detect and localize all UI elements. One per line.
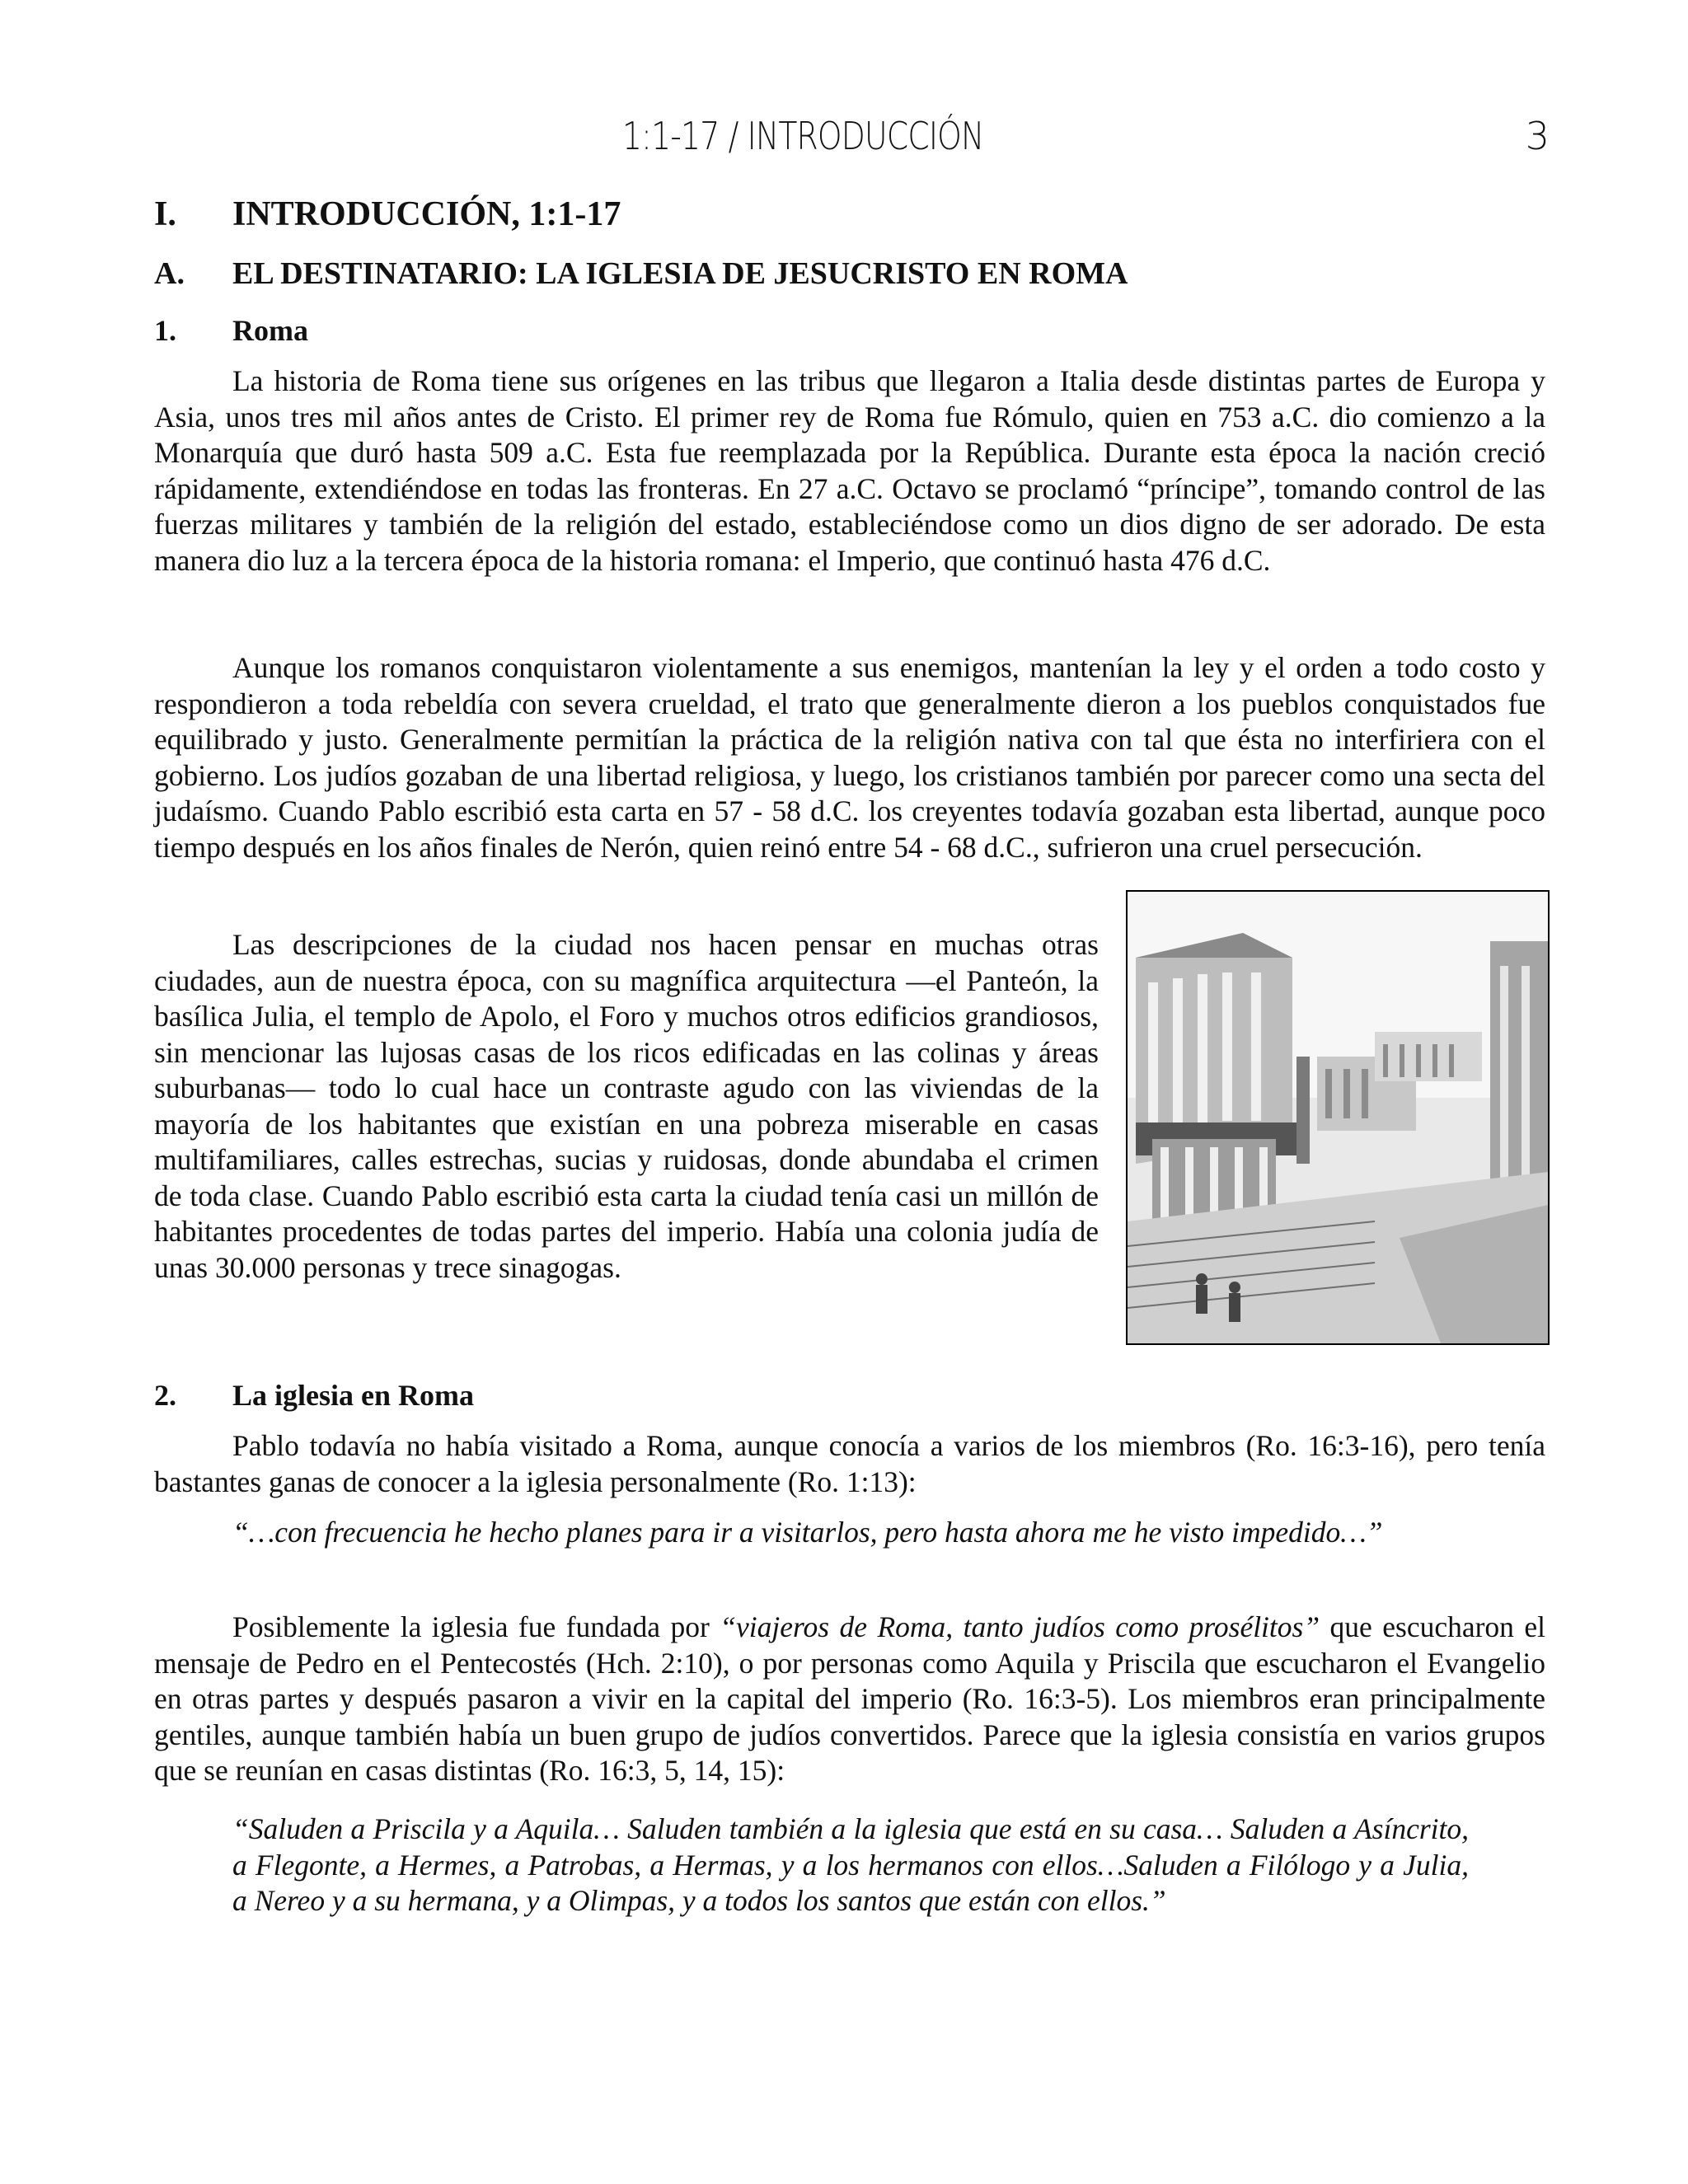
- section-heading: [154, 194, 621, 234]
- part1-number: 1.: [154, 314, 176, 347]
- paragraph-roma-history: La historia de Roma tiene sus orígenes en las tribus que llegaron a Italia desde distintas partes de Europa y Asia, unos tres mil años antes de Cristo. El primer rey de Roma fue Rómulo, quien en 753 a.C. dio comienzo a la Monarquía que duró hasta 509 a.C. Esta fue reemplazada por la República. Durante esta época la nación creció rápidamente, extendiéndose en todas las fronteras. En 27 a.C. Octavo se proclamó “príncipe”, tomando control de las fuerzas militares y también de la religión del estado, estableciéndose como un dios digno de ser adorado. De esta manera dio luz a la tercera época de la historia romana: el Imperio, que continuó hasta 476 d.C.: [154, 364, 1545, 577]
- paragraph-roman-rule: Aunque los romanos conquistaron violentamente a sus enemigos, mantenían la ley y el orden a todo costo y respondieron a toda rebeldía con severa crueldad, el trato que generalmente dieron a los pueblos conquistados fue equilibrado y justo. Generalmente permitían la práctica de la religión nativa con tal que ésta no interfiriera con el gobierno. Los judíos gozaban de una libertad religiosa, y luego, los cristianos también por parecer como una secta del judaísmo. Cuando Pablo escribió esta carta en 57 - 58 d.C. los creyentes todavía gozaban esta libertad, aunque poco tiempo después en los años finales de Nerón, quien reinó entre 54 - 68 d.C., sufrieron una cruel persecución.: [154, 651, 1545, 864]
- quote-romans-16: “Saluden a Priscila y a Aquila… Saluden también a la iglesia que está en su casa… Saluden a Asíncrito, a Flegonte, a Hermes, a Patrobas, a Hermas, y a los hermanos con ellos…Saluden a Filólogo y a Julia, a Nereo y a su hermana, y a Olimpas, y a todos los santos que están con ellos.”: [232, 1812, 1469, 1917]
- subsection-heading: [154, 255, 1128, 292]
- subsection-title: EL DESTINATARIO: LA IGLESIA DE JESUCRISTO EN ROMA: [232, 256, 1128, 291]
- part1-title: Roma: [232, 314, 308, 347]
- part2-number: 2.: [154, 1379, 176, 1412]
- part1-heading: [154, 313, 308, 348]
- page-number: 3: [1525, 114, 1550, 158]
- ancient-rome-illustration: [1126, 890, 1550, 1345]
- subsection-letter: A.: [154, 256, 185, 291]
- section-number: I.: [154, 195, 176, 233]
- founding-quote-inline: “viajeros de Roma, tanto judíos como prosélitos”: [720, 1610, 1320, 1643]
- founding-text-end: que escucharon el mensaje de Pedro en el Pentecostés (Hch. 2:10), o por personas como Aquila y Priscila que escucharon el Evangelio en otras partes y después pasaron a vivir en la capital del imperio (Ro. 16:3-5). Los miembros eran principalmente gentiles, aunque también había un buen grupo de judíos convertidos. Parece que la iglesia consistía en varios grupos que se reunían en casas distintas (Ro. 16:3, 5, 14, 15):: [154, 1610, 1545, 1787]
- part2-title: La iglesia en Roma: [232, 1379, 474, 1412]
- part2-heading: [154, 1378, 474, 1413]
- founding-text-start: Posiblemente la iglesia fue fundada por: [232, 1610, 720, 1643]
- paragraph-church-founding: [154, 1610, 1545, 1789]
- running-head-title: 1:1-17 / INTRODUCCIÓN: [622, 114, 984, 158]
- ancient-rome-engraving: [1128, 892, 1548, 1343]
- paragraph-city-description: Las descripciones de la ciudad nos hacen pensar en muchas otras ciudades, aun de nuestra época, con su magnífica arquitectura —el Panteón, la basílica Julia, el templo de Apolo, el Foro y muchos otros edificios grandiosos, sin mencionar las lujosas casas de los ricos edificadas en las colinas y áreas suburbanas— todo lo cual hace un contraste agudo con las viviendas de la mayoría de los habitantes que existían en una pobreza miserable en casas multifamiliares, calles estrechas, sucias y ruidosas, donde abundaba el crimen de toda clase. Cuando Pablo escribió esta carta la ciudad tenía casi un millón de habitantes procedentes de todas partes del imperio. Había una colonia judía de unas 30.000 personas y trece sinagogas.: [154, 928, 1099, 1284]
- paragraph-paul-visit: Pablo todavía no había visitado a Roma, aunque conocía a varios de los miembros (Ro. 16:3-16), pero tenía bastantes ganas de conocer a la iglesia personalmente (Ro. 1:13):: [154, 1429, 1545, 1498]
- quote-romans-1-13: “…con frecuencia he hecho planes para ir a visitarlos, pero hasta ahora me he visto impedido…”: [232, 1516, 1383, 1549]
- section-title: INTRODUCCIÓN, 1:1-17: [232, 195, 621, 233]
